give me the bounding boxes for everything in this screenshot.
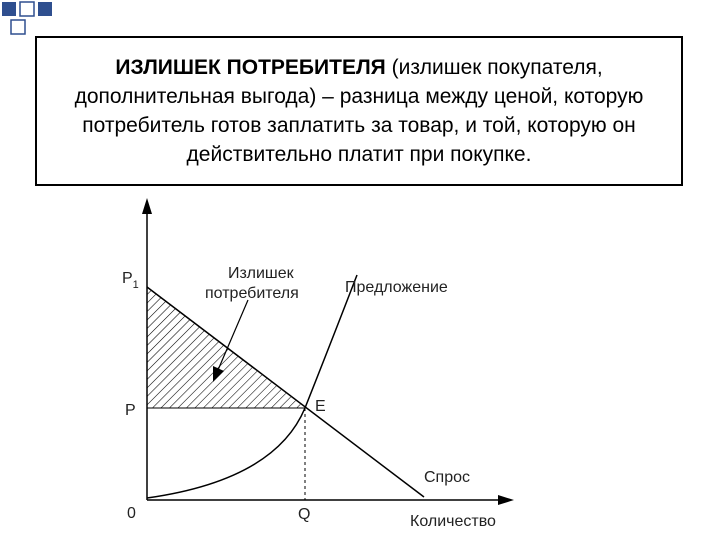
p1-label: $P_1$: [122, 270, 139, 291]
definition-body: (излишек покупателя, дополнительная выгода) – разница между ценой, которую потребитель готов заплатить за товар, и той, которую он действительно платит при покупке.: [74, 56, 644, 166]
y-axis-arrow: [142, 198, 152, 214]
definition-term: ИЗЛИШЕК ПОТРЕБИТЕЛЯ: [115, 56, 386, 79]
p-label: P: [125, 402, 136, 419]
surplus-label-line1: Излишек: [228, 265, 294, 282]
equilibrium-label: E: [315, 398, 326, 415]
demand-label: Спрос: [424, 469, 471, 486]
x-axis-label: Количество: [410, 513, 496, 530]
surplus-label-line2: потребителя: [205, 285, 299, 302]
x-axis-arrow: [498, 495, 514, 505]
q-label: Q: [298, 506, 311, 523]
supply-label: Предложение: [345, 279, 448, 296]
origin-label: 0: [127, 505, 136, 522]
